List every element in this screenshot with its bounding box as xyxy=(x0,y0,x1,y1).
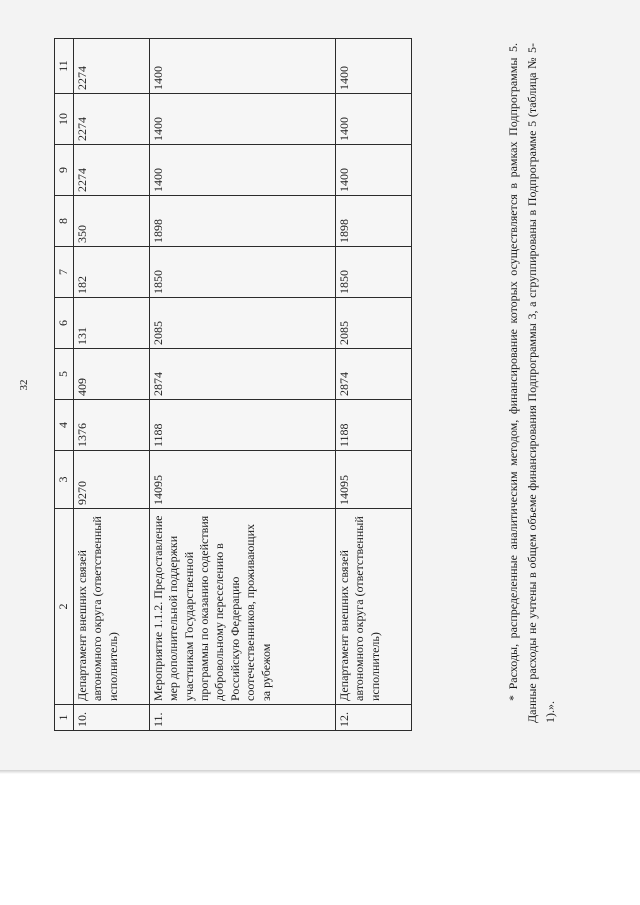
column-header: 7 xyxy=(55,247,74,298)
table-cell: 2274 xyxy=(74,39,150,94)
page-number: 32 xyxy=(18,379,30,391)
column-header: 6 xyxy=(55,298,74,349)
table-header-row xyxy=(55,39,74,731)
table-cell: 14095 xyxy=(150,451,336,509)
table-cell: 1850 xyxy=(336,247,412,298)
row-number: 10. xyxy=(74,705,150,731)
column-header: 8 xyxy=(55,196,74,247)
footnote: * Расходы, распределенные аналитическим методом, финансирование которых осуществляется в рамках Подпрограммы 5. Данные расходы не учтены в общем объеме финансирования Подпрограммы 3, а сгруппированы в Подпрограмме 5 (таблица № 5-1).». xyxy=(506,43,558,723)
table-cell: 409 xyxy=(74,349,150,400)
table-cell: 9270 xyxy=(74,451,150,509)
table-cell: 1400 xyxy=(336,145,412,196)
row-name: Департамент внешних связей автономного округа (ответственный исполнитель) xyxy=(74,509,150,705)
scan-edge xyxy=(0,770,640,774)
table-row xyxy=(336,39,412,731)
table-row xyxy=(74,39,150,731)
row-name: Департамент внешних связей автономного округа (ответственный исполнитель) xyxy=(336,509,412,705)
table-cell: 1400 xyxy=(150,94,336,145)
table-cell: 2085 xyxy=(336,298,412,349)
column-header: 5 xyxy=(55,349,74,400)
table-cell: 1188 xyxy=(336,400,412,451)
column-header: 4 xyxy=(55,400,74,451)
row-number: 11. xyxy=(150,705,336,731)
table-cell: 2274 xyxy=(74,94,150,145)
table-cell: 1400 xyxy=(336,39,412,94)
column-header: 1 xyxy=(55,705,74,731)
table-cell: 131 xyxy=(74,298,150,349)
rotated-page-content xyxy=(18,35,638,735)
finance-table xyxy=(54,38,412,731)
column-header: 11 xyxy=(55,39,74,94)
table-cell: 1400 xyxy=(150,39,336,94)
table-cell: 1400 xyxy=(336,94,412,145)
table-cell: 1898 xyxy=(336,196,412,247)
table-cell: 14095 xyxy=(336,451,412,509)
table-cell: 1188 xyxy=(150,400,336,451)
table-cell: 2874 xyxy=(336,349,412,400)
table-cell: 182 xyxy=(74,247,150,298)
column-header: 9 xyxy=(55,145,74,196)
column-header: 3 xyxy=(55,451,74,509)
row-name: Мероприятие 1.1.2. Предоставление мер дополнительной поддержки участникам Государственной программы по оказанию содействия добровольному переселению в Российскую Федерацию соотечественников, проживающих за рубежом xyxy=(150,509,336,705)
table-cell: 1376 xyxy=(74,400,150,451)
table-cell: 2274 xyxy=(74,145,150,196)
table-cell: 1400 xyxy=(150,145,336,196)
table-cell: 2874 xyxy=(150,349,336,400)
table-cell: 350 xyxy=(74,196,150,247)
table-cell: 1850 xyxy=(150,247,336,298)
table-cell: 2085 xyxy=(150,298,336,349)
row-number: 12. xyxy=(336,705,412,731)
table-cell: 1898 xyxy=(150,196,336,247)
table-row xyxy=(150,39,336,731)
column-header: 2 xyxy=(55,509,74,705)
column-header: 10 xyxy=(55,94,74,145)
